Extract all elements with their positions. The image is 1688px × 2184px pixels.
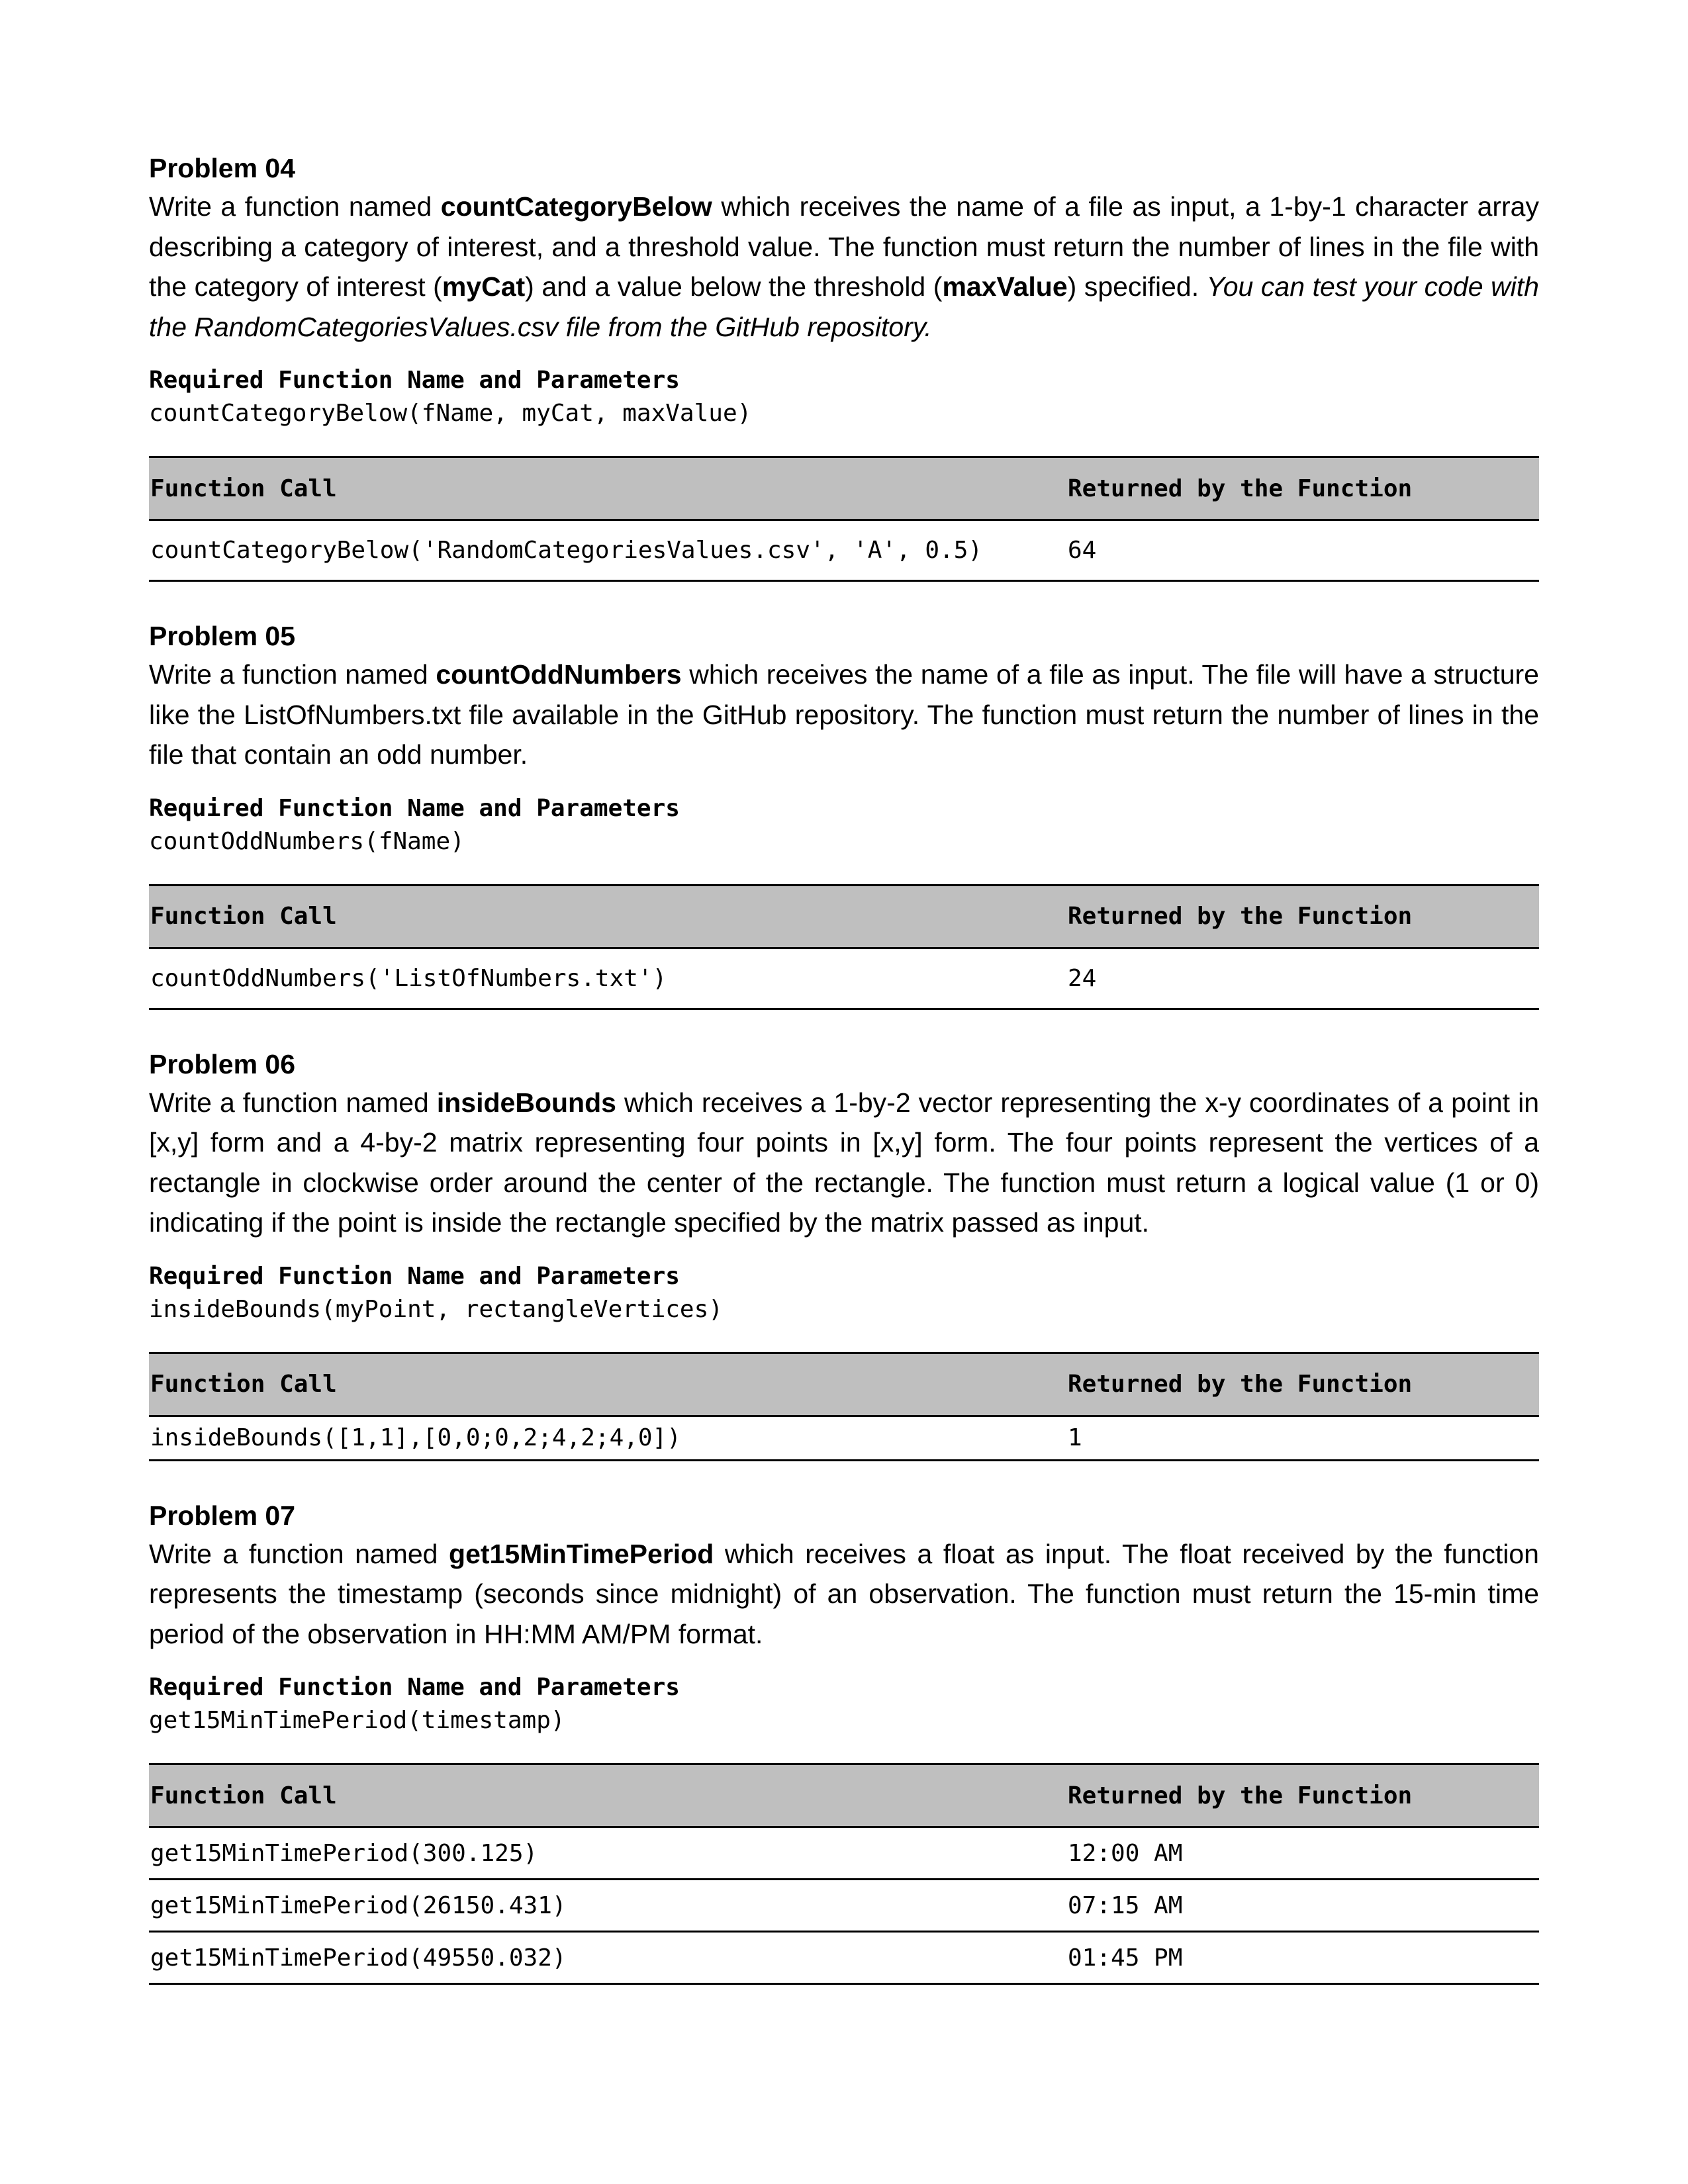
description-text: which receives the name of a file as input. The file will have a structure like the ListOfNumbers.txt file available in the GitHub repository. The function must return the number of lines in the file that contain an odd number. <box>149 659 1539 770</box>
problem-description <box>149 655 1539 775</box>
function-call-table <box>149 456 1539 582</box>
header-returned: Returned by the Function <box>1066 1353 1539 1416</box>
table-row <box>149 1416 1539 1460</box>
table-row <box>149 520 1539 581</box>
header-function-call: Function Call <box>149 1764 1066 1827</box>
result-cell: 12:00 AM <box>1066 1827 1539 1880</box>
parameter-name: maxValue <box>942 271 1068 302</box>
function-signature: countOddNumbers(fName) <box>149 827 465 855</box>
call-cell: get15MinTimePeriod(26150.431) <box>149 1880 1066 1932</box>
problem-description <box>149 1534 1539 1655</box>
function-name: countOddNumbers <box>436 659 682 690</box>
repository-note: You can test your code with the RandomCategoriesValues.csv file from the GitHub repository. <box>149 271 1539 342</box>
function-name: insideBounds <box>436 1087 616 1118</box>
call-cell: get15MinTimePeriod(300.125) <box>149 1827 1066 1880</box>
description-text: which receives a 1-by-2 vector representing the x-y coordinates of a point in [x,y] form and a 4-by-2 matrix representing four points in [x,y] form. The four points represent the vertices of a rectangle in clockwise order around the center of the rectangle. The function must return a logical value (1 or 0) indicating if the point is inside the rectangle specified by the matrix passed as input. <box>149 1087 1540 1238</box>
problem-description <box>149 1083 1539 1243</box>
required-signature-block <box>149 1671 1539 1737</box>
function-name: get15MinTimePeriod <box>449 1538 714 1569</box>
result-cell: 64 <box>1066 520 1539 581</box>
call-cell: countOddNumbers('ListOfNumbers.txt') <box>149 948 1066 1009</box>
table-header-row <box>149 457 1539 520</box>
description-text: ) and a value below the threshold ( <box>525 271 943 302</box>
problem-title: Problem 07 <box>149 1500 296 1531</box>
function-name: countCategoryBelow <box>440 191 712 222</box>
problem-05 <box>149 617 1539 1010</box>
call-cell: insideBounds([1,1],[0,0;0,2;4,2;4,0]) <box>149 1416 1066 1460</box>
required-label: Required Function Name and Parameters <box>149 794 680 822</box>
result-cell: 24 <box>1066 948 1539 1009</box>
description-text: Write a function named <box>149 191 441 222</box>
required-label: Required Function Name and Parameters <box>149 1262 680 1290</box>
problem-title: Problem 06 <box>149 1048 296 1079</box>
description-text: ) specified. <box>1067 271 1207 302</box>
parameter-name: myCat <box>442 271 526 302</box>
required-signature-block <box>149 1260 1539 1326</box>
description-text: which receives a float as input. The float received by the function represents the timestamp (seconds since midnight) of an observation. The function must return the 15-min time period of the observation in HH:MM AM/PM format. <box>149 1538 1539 1649</box>
table-header-row <box>149 1353 1539 1416</box>
header-function-call: Function Call <box>149 885 1066 948</box>
table-row <box>149 1880 1539 1932</box>
problem-title: Problem 04 <box>149 153 296 183</box>
header-function-call: Function Call <box>149 457 1066 520</box>
table-header-row <box>149 885 1539 948</box>
function-call-table <box>149 1352 1539 1461</box>
table-row <box>149 948 1539 1009</box>
function-call-table <box>149 884 1539 1010</box>
document-page <box>149 150 1539 2021</box>
call-cell: get15MinTimePeriod(49550.032) <box>149 1932 1066 1984</box>
header-returned: Returned by the Function <box>1066 885 1539 948</box>
function-signature: insideBounds(myPoint, rectangleVertices) <box>149 1295 723 1323</box>
required-label: Required Function Name and Parameters <box>149 1674 680 1701</box>
table-row <box>149 1827 1539 1880</box>
function-call-table <box>149 1763 1539 1985</box>
table-header-row <box>149 1764 1539 1827</box>
function-signature: countCategoryBelow(fName, myCat, maxValue) <box>149 400 752 427</box>
required-signature-block <box>149 792 1539 858</box>
description-text: Write a function named <box>149 1538 449 1569</box>
call-cell: countCategoryBelow('RandomCategoriesValues.csv', 'A', 0.5) <box>149 520 1066 581</box>
result-cell: 1 <box>1066 1416 1539 1460</box>
problem-07 <box>149 1497 1539 1985</box>
problem-title: Problem 05 <box>149 621 296 651</box>
result-cell: 07:15 AM <box>1066 1880 1539 1932</box>
result-cell: 01:45 PM <box>1066 1932 1539 1984</box>
required-label: Required Function Name and Parameters <box>149 367 680 394</box>
problem-description <box>149 187 1539 347</box>
header-function-call: Function Call <box>149 1353 1066 1416</box>
table-row <box>149 1932 1539 1984</box>
problem-04 <box>149 150 1539 582</box>
header-returned: Returned by the Function <box>1066 1764 1539 1827</box>
required-signature-block <box>149 364 1539 430</box>
problem-06 <box>149 1046 1539 1461</box>
function-signature: get15MinTimePeriod(timestamp) <box>149 1707 565 1734</box>
header-returned: Returned by the Function <box>1066 457 1539 520</box>
description-text: Write a function named <box>149 1087 437 1118</box>
description-text: which receives the name of a file as input, a 1-by-1 character array describing a category of interest, and a threshold value. The function must return the number of lines in the file with the category of interest ( <box>149 191 1539 302</box>
description-text: Write a function named <box>149 659 436 690</box>
